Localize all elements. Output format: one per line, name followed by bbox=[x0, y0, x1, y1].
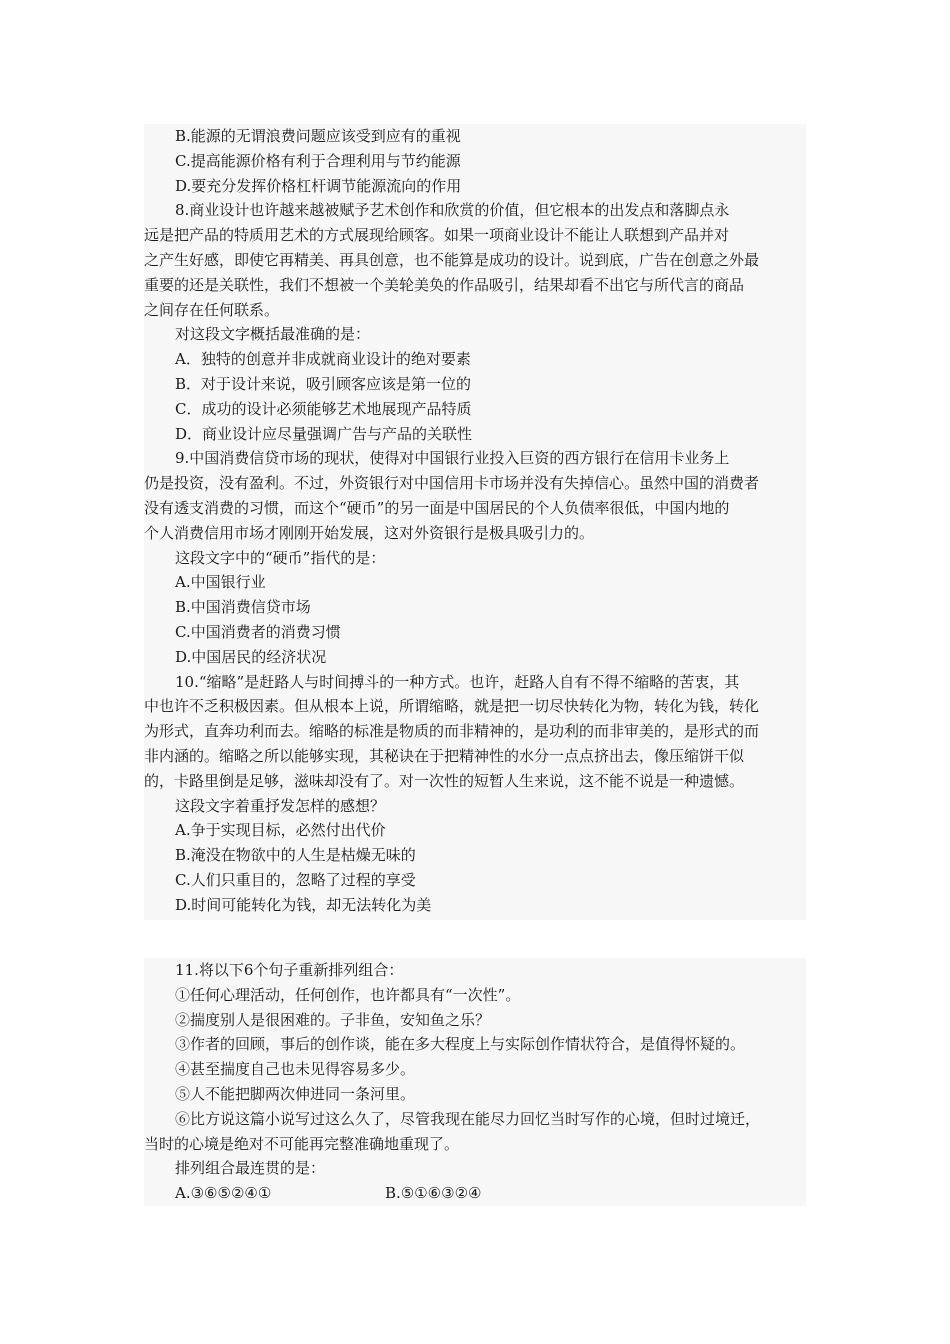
text-line: ③作者的回顾，事后的创作谈，能在多大程度上与实际创作情状符合，是值得怀疑的。 bbox=[175, 1035, 746, 1054]
text-line: 10.“缩略”是赶路人与时间搏斗的一种方式。也许，赶路人自有不得不缩略的苦衷，其 bbox=[175, 672, 740, 691]
text-line: ⑥比方说这篇小说写过这么久了，尽管我现在能尽力回忆当时写作的心境，但时过境迁， bbox=[175, 1109, 761, 1128]
text-line: 为形式，直奔功利而去。缩略的标准是物质的而非精神的，是功利的而非审美的，是形式的而 bbox=[144, 722, 760, 741]
options-row bbox=[144, 1181, 806, 1206]
text-line: 远是把产品的特质用艺术的方式展现给顾客。如果一项商业设计不能让人联想到产品并对 bbox=[144, 226, 730, 245]
question-block-8-10 bbox=[144, 124, 806, 920]
text-line: 没有透支消费的习惯，而这个“硬币”的另一面是中国居民的个人负债率很低，中国内地的 bbox=[144, 499, 730, 517]
text-line: C.人们只重目的，忽略了过程的享受 bbox=[175, 871, 416, 889]
text-line: 排列组合最连贯的是： bbox=[175, 1159, 326, 1178]
text-line: 这段文字中的“硬币”指代的是： bbox=[175, 548, 386, 567]
text-line: ①任何心理活动，任何创作，也许都具有“一次性”。 bbox=[175, 985, 521, 1004]
text-line: B.淹没在物欲中的人生是枯燥无味的 bbox=[175, 846, 416, 865]
text-line: ⑤人不能把脚两次伸进同一条河里。 bbox=[175, 1085, 416, 1103]
text-line: 个人消费信用市场才刚刚开始发展，这对外资银行是极具吸引力的。 bbox=[144, 523, 595, 542]
text-line: 对这段文字概括最准确的是： bbox=[175, 325, 371, 344]
text-line: 中也许不乏积极因素。但从根本上说，所谓缩略，就是把一切尽快转化为物，转化为钱，转化 bbox=[144, 697, 760, 716]
text-line: A.中国银行业 bbox=[175, 573, 266, 592]
text-line: ④甚至揣度自己也未见得容易多少。 bbox=[175, 1060, 416, 1079]
text-line: 这段文字着重抒发怎样的感想？ bbox=[175, 796, 386, 815]
option-a: A.③⑥⑤②④① bbox=[175, 1184, 272, 1202]
text-line: 重要的还是关联性，我们不想被一个美轮美奂的作品吸引，结果却看不出它与所代言的商品 bbox=[144, 275, 745, 294]
text-line: 8.商业设计也许越来越被赋予艺术创作和欣赏的价值，但它根本的出发点和落脚点永 bbox=[175, 201, 730, 220]
text-line: ②揣度别人是很困难的。子非鱼，安知鱼之乐？ bbox=[175, 1010, 491, 1029]
text-line: 之产生好感，即使它再精美、再具创意，也不能算是成功的设计。说到底，广告在创意之外最 bbox=[144, 251, 760, 269]
text-line: 非内涵的。缩略之所以能够实现，其秘诀在于把精神性的水分一点点挤出去，像压缩饼干似 bbox=[144, 747, 745, 765]
text-line: B.中国消费信贷市场 bbox=[175, 598, 311, 617]
text-line: 之间存在任何联系。 bbox=[144, 300, 280, 319]
text-line: B．对于设计来说，吸引顾客应该是第一位的 bbox=[175, 375, 472, 393]
text-line: 11.将以下6个句子重新排列组合： bbox=[175, 961, 404, 979]
text-line: D.中国居民的经济状况 bbox=[175, 647, 327, 666]
text-line: C．成功的设计必须能够艺术地展现产品特质 bbox=[175, 399, 472, 418]
text-line: C.提高能源价格有利于合理利用与节约能源 bbox=[175, 151, 461, 170]
text-line: C.中国消费者的消费习惯 bbox=[175, 623, 341, 641]
text-line: 的，卡路里倒是足够，滋味却没有了。对一次性的短暂人生来说，这不能不说是一种遗憾。 bbox=[144, 771, 745, 790]
text-line: A.争于实现目标，必然付出代价 bbox=[175, 821, 386, 840]
text-line: 仍是投资，没有盈利。不过，外资银行对中国信用卡市场并没有失掉信心。虽然中国的消费者 bbox=[144, 474, 760, 493]
text-line: D.要充分发挥价格杠杆调节能源流向的作用 bbox=[175, 176, 462, 195]
question-block-11 bbox=[144, 958, 806, 1206]
option-b: B.⑤①⑥③②④ bbox=[385, 1184, 482, 1202]
text-line: 9.中国消费信贷市场的现状，使得对中国银行业投入巨资的西方银行在信用卡业务上 bbox=[175, 449, 730, 468]
text-line: D．商业设计应尽量强调广告与产品的关联性 bbox=[175, 424, 473, 443]
text-line: B.能源的无谓浪费问题应该受到应有的重视 bbox=[175, 127, 461, 145]
text-line: A．独特的创意并非成就商业设计的绝对要素 bbox=[175, 350, 471, 369]
text-line: 当时的心境是绝对不可能再完整准确地重现了。 bbox=[144, 1134, 460, 1153]
text-line: D.时间可能转化为钱，却无法转化为美 bbox=[175, 895, 432, 914]
